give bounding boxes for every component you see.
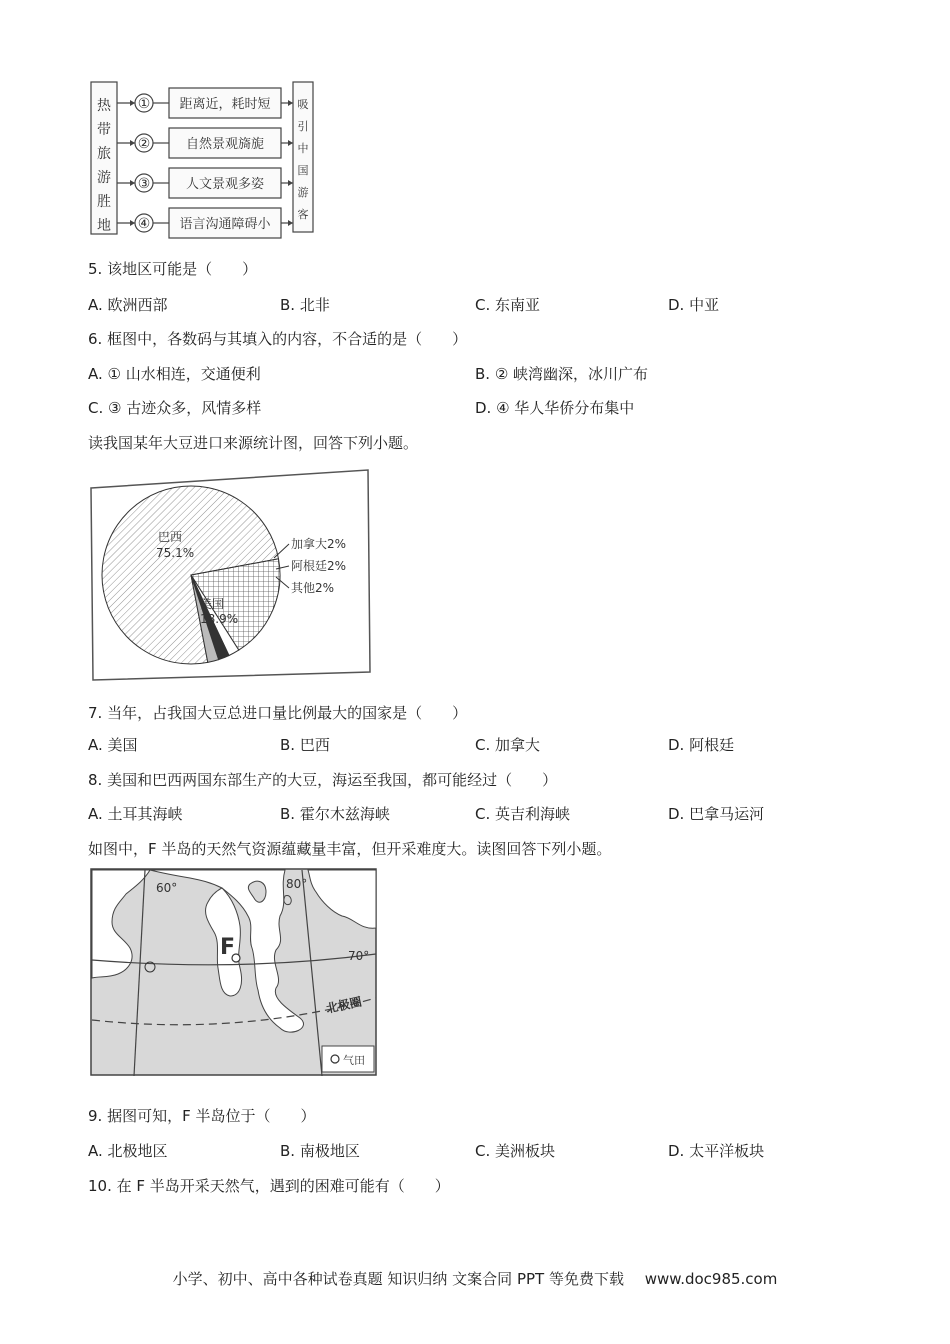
q9-option-c[interactable]: C. 美洲板块 [475, 1142, 556, 1160]
q6-option-d[interactable]: D. ④ 华人华侨分布集中 [475, 399, 635, 417]
q7-option-a[interactable]: A. 美国 [88, 736, 138, 754]
diagram-num-1: ① [137, 96, 151, 112]
f-peninsula-map [90, 868, 378, 1078]
pie-label-usa: 美国 [200, 597, 225, 611]
pie-label-brazil-pct: 75.1% [156, 546, 195, 560]
q6-stem: 6. 框图中，各数码与其填入的内容，不合适的是（ ） [88, 330, 468, 348]
map-arctic-circle-label: 北极圈 [324, 994, 363, 1016]
q6-option-c[interactable]: C. ③ 古迹众多，风情多样 [88, 399, 262, 417]
q6-option-b[interactable]: B. ② 峡湾幽深，冰川广布 [475, 365, 649, 383]
map-legend-label: 气田 [343, 1054, 365, 1067]
q9-option-d[interactable]: D. 太平洋板块 [668, 1142, 765, 1160]
map-legend [322, 1046, 374, 1072]
q5-option-a[interactable]: A. 欧洲西部 [88, 296, 168, 314]
map-lon-60: 60° [156, 881, 178, 895]
diagram-box-4: 语言沟通障碍小 [179, 217, 271, 232]
q8-stem: 8. 美国和巴西两国东部生产的大豆，海运至我国，都可能经过（ ） [88, 771, 558, 789]
map-peninsula-f: F [220, 935, 236, 960]
footer-url[interactable]: www.doc985.com [644, 1270, 778, 1288]
map-lat-70: 70° [348, 949, 370, 963]
pie-label-brazil: 巴西 [158, 530, 183, 544]
q7-option-d[interactable]: D. 阿根廷 [668, 736, 735, 754]
q10-stem: 10. 在 F 半岛开采天然气，遇到的困难可能有（ ） [88, 1177, 450, 1195]
q8-option-b[interactable]: B. 霍尔木兹海峡 [280, 805, 390, 823]
q7-stem: 7. 当年，占我国大豆总进口量比例最大的国家是（ ） [88, 704, 468, 722]
diagram-num-4: ④ [137, 216, 151, 232]
q9-option-b[interactable]: B. 南极地区 [280, 1142, 360, 1160]
q5-option-b[interactable]: B. 北非 [280, 296, 330, 314]
q5-option-d[interactable]: D. 中亚 [668, 296, 720, 314]
diagram-right-label: 吸引中国游客 [297, 98, 309, 221]
q8-option-d[interactable]: D. 巴拿马运河 [668, 805, 765, 823]
pie-label-usa-pct: 18.9% [200, 612, 239, 626]
q5-option-c[interactable]: C. 东南亚 [475, 296, 541, 314]
q6-option-a[interactable]: A. ① 山水相连，交通便利 [88, 365, 261, 383]
pie-label-argentina: 阿根廷2% [291, 559, 347, 573]
soybean-import-pie-chart [88, 466, 373, 684]
diagram-box-1: 距离近，耗时短 [179, 97, 271, 112]
page-footer [0, 1268, 950, 1289]
map-lon-80: 80° [286, 877, 308, 891]
intro-pie: 读我国某年大豆进口来源统计图，回答下列小题。 [88, 434, 419, 452]
diagram-box-3: 人文景观多姿 [185, 177, 265, 192]
q9-stem: 9. 据图可知，F 半岛位于（ ） [88, 1107, 316, 1125]
diagram-box-2: 自然景观旖旎 [185, 137, 265, 152]
q8-option-a[interactable]: A. 土耳其海峡 [88, 805, 183, 823]
diagram-num-3: ③ [137, 176, 151, 192]
q8-option-c[interactable]: C. 英吉利海峡 [475, 805, 571, 823]
footer-text: 小学、初中、高中各种试卷真题 知识归纳 文案合同 PPT 等免费下载 [172, 1270, 624, 1288]
pie-label-other: 其他2% [291, 581, 335, 595]
intro-map: 如图中，F 半岛的天然气资源蕴藏量丰富，但开采难度大。读图回答下列小题。 [88, 840, 612, 858]
q7-option-b[interactable]: B. 巴西 [280, 736, 330, 754]
tourism-flow-diagram [88, 80, 328, 240]
q5-stem: 5. 该地区可能是（ ） [88, 260, 258, 278]
pie-label-canada: 加拿大2% [291, 537, 347, 551]
diagram-num-2: ② [137, 136, 151, 152]
q7-option-c[interactable]: C. 加拿大 [475, 736, 541, 754]
q9-option-a[interactable]: A. 北极地区 [88, 1142, 168, 1160]
diagram-left-label: 热带旅游胜地 [97, 98, 111, 234]
